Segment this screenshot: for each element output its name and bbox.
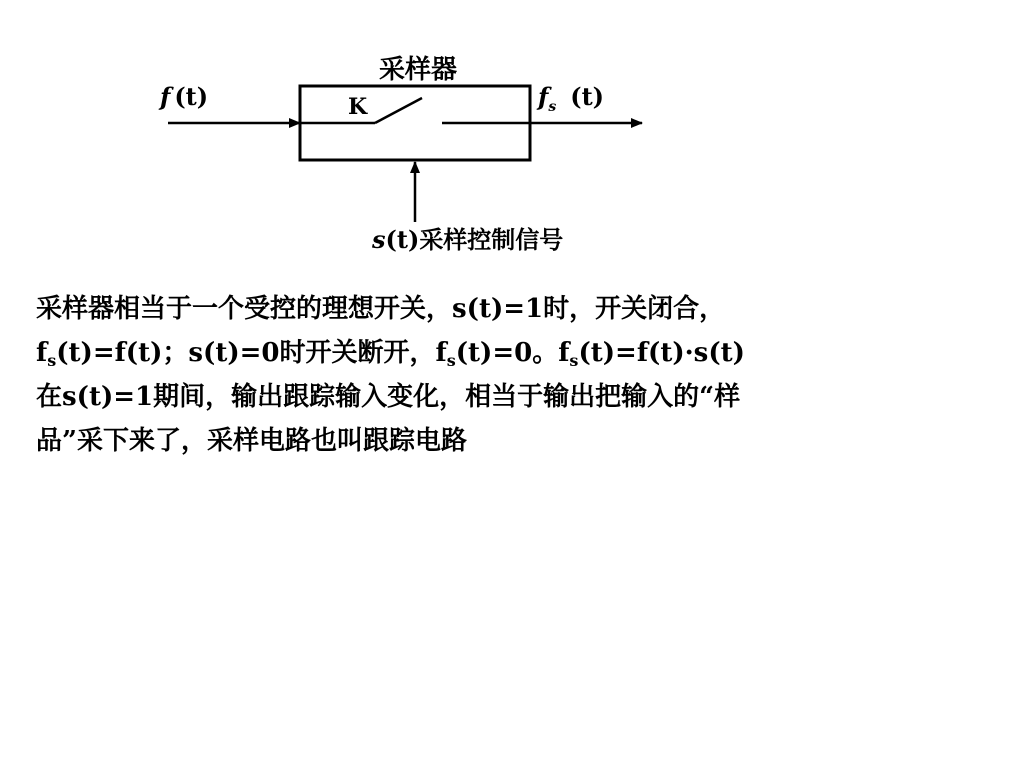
explanation-line-2: $f_s(t)=f(t)$；s(t)=0时开关断开，$f_s(t)=0$。$f_s(t)=f(t)\cdot s(t)$ [36,338,745,370]
output-label: $f_s$ (t) [538,82,605,115]
explanation-line-4: 品”采下来了，采样电路也叫跟踪电路 [36,426,467,456]
sampler-title: 采样器 [378,55,458,85]
explanation-line-1: 采样器相当于一个受控的理想开关，s(t)=1时，开关闭合， [36,294,726,324]
control-label: s(t)采样控制信号 [372,225,564,254]
input-label: f (t) [160,82,209,111]
switch-blade [375,98,422,123]
sampler-block-diagram [150,50,710,265]
switch-label: K [348,94,368,120]
explanation-text [36,287,986,463]
explanation-line-3: 在s(t)=1期间，输出跟踪输入变化，相当于输出把输入的“样 [36,382,741,412]
